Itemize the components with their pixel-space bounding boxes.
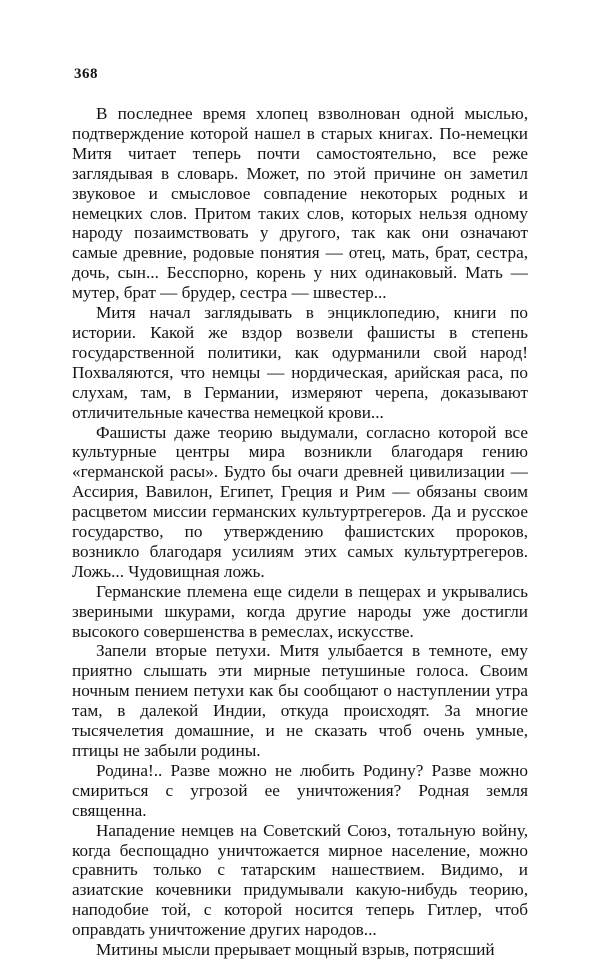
paragraph-2: Митя начал заглядывать в энциклопедию, книги по истории. Какой же вздор возвели фашисты в степень государственной политики, как одурманили свой народ! Похваляются, что немцы — нордическая, арийская раса, по слухам, там, в Германии, измеряют черепа, доказывают отличительные качества немецкой крови... <box>72 303 528 422</box>
paragraph-6: Родина!.. Разве можно не любить Родину? Разве можно смириться с угрозой ее уничтожения? Родная земля священна. <box>72 760 528 820</box>
paragraph-3: Фашисты даже теорию выдумали, согласно которой все культурные центры мира возникли благодаря гению «германской расы». Будто бы очаги древней цивилизации — Ассирия, Вавилон, Египет, Греция и Рим — обязаны своим расцветом миссии германских культуртрегеров. Да и русское государство, по утверждению фашистских пророков, возникло благодаря усилиям этих самых культуртрегеров. Ложь... Чудовищная ложь. <box>72 422 528 581</box>
paragraph-5: Запели вторые петухи. Митя улыбается в темноте, ему приятно слышать эти мирные петушиные голоса. Своим ночным пением петухи как бы сообщают о наступлении утра там, в далекой Индии, откуда происходят. За многие тысячелетия домашние, и не сказать чтоб очень умные, птицы не забыли родины. <box>72 641 528 760</box>
paragraph-1: В последнее время хлопец взволнован одной мыслью, подтверждение которой нашел в старых книгах. По-немецки Митя читает теперь почти самостоятельно, все реже заглядывая в словарь. Может, по этой причине он заметил звуковое и смысловое совпадение некоторых родных и немецких слов. Притом таких слов, которых нельзя одному народу позаимствовать у другого, так как они означают самые древние, родовые понятия — отец, мать, брат, сестра, дочь, сын... Бесспорно, корень у них одинаковый. Мать — мутер, брат — брудер, сестра — швестер... <box>72 104 528 303</box>
page-number: 368 <box>74 66 98 82</box>
paragraph-4: Германские племена еще сидели в пещерах и укрывались звериными шкурами, когда другие народы уже достигли высокого совершенства в ремеслах, искусстве. <box>72 581 528 641</box>
body-text <box>72 104 528 960</box>
paragraph-8: Митины мысли прерывает мощный взрыв, потрясший <box>96 940 495 960</box>
paragraph-7: Нападение немцев на Советский Союз, тотальную войну, когда беспощадно уничтожается мирное население, можно сравнить только с татарским нашествием. Видимо, и азиатские кочевники придумывали какую-нибудь теорию, наподобие той, с которой носится теперь Гитлер, чтоб оправдать уничтожение других народов... <box>72 820 528 940</box>
